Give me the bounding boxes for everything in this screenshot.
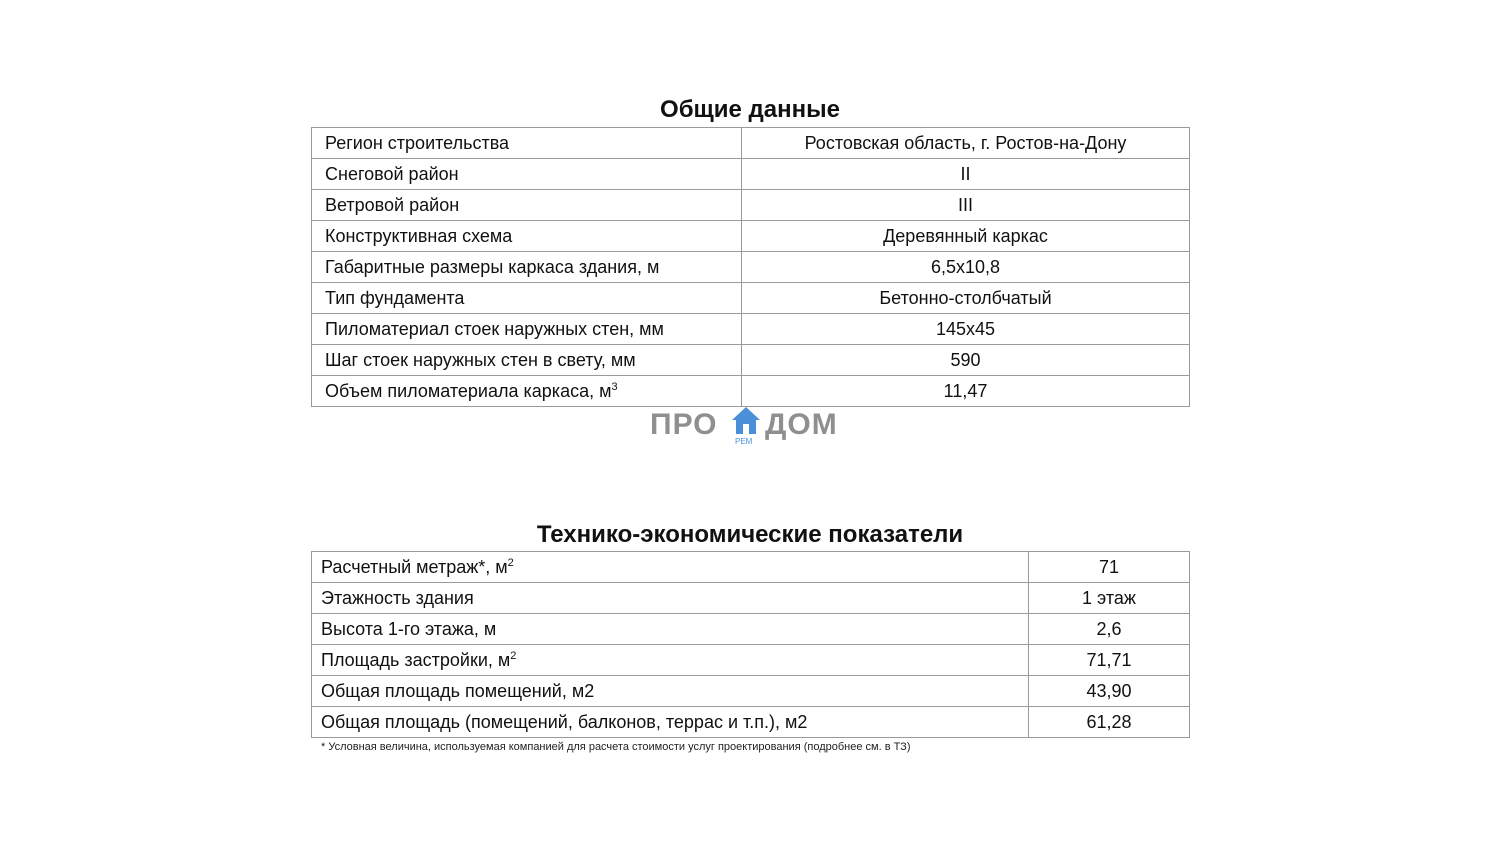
row-value: Деревянный каркас <box>742 221 1190 252</box>
row-label: Общая площадь помещений, м2 <box>312 676 1029 707</box>
watermark-logo <box>650 404 850 448</box>
row-value: 2,6 <box>1029 614 1190 645</box>
row-label: Ветровой район <box>312 190 742 221</box>
row-value: Ростовская область, г. Ростов-на-Дону <box>742 128 1190 159</box>
general-data-title: Общие данные <box>660 96 840 123</box>
row-label: Высота 1-го этажа, м <box>312 614 1029 645</box>
house-icon <box>730 404 762 436</box>
row-label: Общая площадь (помещений, балконов, террас и т.п.), м2 <box>312 707 1029 738</box>
row-label: Шаг стоек наружных стен в свету, мм <box>312 345 742 376</box>
table-row <box>312 376 1190 407</box>
row-value: Бетонно-столбчатый <box>742 283 1190 314</box>
row-value: III <box>742 190 1190 221</box>
tech-indicators-table <box>311 551 1190 738</box>
row-value: 61,28 <box>1029 707 1190 738</box>
row-label: Объем пиломатериала каркаса, $м^3$ <box>312 376 742 407</box>
table-row <box>312 221 1190 252</box>
row-label: Площадь застройки, $м^2$ <box>312 645 1029 676</box>
row-label: Регион строительства <box>312 128 742 159</box>
table-row <box>312 552 1190 583</box>
table-row <box>312 707 1190 738</box>
row-label: Снеговой район <box>312 159 742 190</box>
row-value: 71 <box>1029 552 1190 583</box>
superscript: 2 <box>507 556 514 569</box>
row-value: 71,71 <box>1029 645 1190 676</box>
row-label: Тип фундамента <box>312 283 742 314</box>
table-row <box>312 583 1190 614</box>
table-row <box>312 283 1190 314</box>
logo-text-right: ДОМ <box>765 408 838 441</box>
tech-indicators-title: Технико-экономические показатели <box>536 521 964 548</box>
row-value: 590 <box>742 345 1190 376</box>
row-value: 43,90 <box>1029 676 1190 707</box>
table-row <box>312 345 1190 376</box>
row-value: 11,47 <box>742 376 1190 407</box>
superscript: 3 <box>611 380 618 393</box>
row-value: II <box>742 159 1190 190</box>
row-label: Конструктивная схема <box>312 221 742 252</box>
row-label: Расчетный метраж*, $м^2$ <box>312 552 1029 583</box>
general-data-table <box>311 127 1190 407</box>
table-row <box>312 190 1190 221</box>
table-row <box>312 645 1190 676</box>
row-value: 1 этаж <box>1029 583 1190 614</box>
footnote: * Условная величина, используемая компанией для расчета стоимости услуг проектирования (подробнее см. в ТЗ) <box>321 741 911 753</box>
table-row <box>312 676 1190 707</box>
logo-text-small: РЕМ <box>735 437 753 446</box>
table-row <box>312 252 1190 283</box>
row-label: Пиломатериал стоек наружных стен, мм <box>312 314 742 345</box>
row-value: 6,5х10,8 <box>742 252 1190 283</box>
table-row <box>312 128 1190 159</box>
table-row <box>312 314 1190 345</box>
row-label: Этажность здания <box>312 583 1029 614</box>
table-row <box>312 614 1190 645</box>
table-row <box>312 159 1190 190</box>
row-label: Габаритные размеры каркаса здания, м <box>312 252 742 283</box>
logo-text-left: ПРО <box>650 408 718 441</box>
superscript: 2 <box>510 649 517 662</box>
row-value: 145х45 <box>742 314 1190 345</box>
